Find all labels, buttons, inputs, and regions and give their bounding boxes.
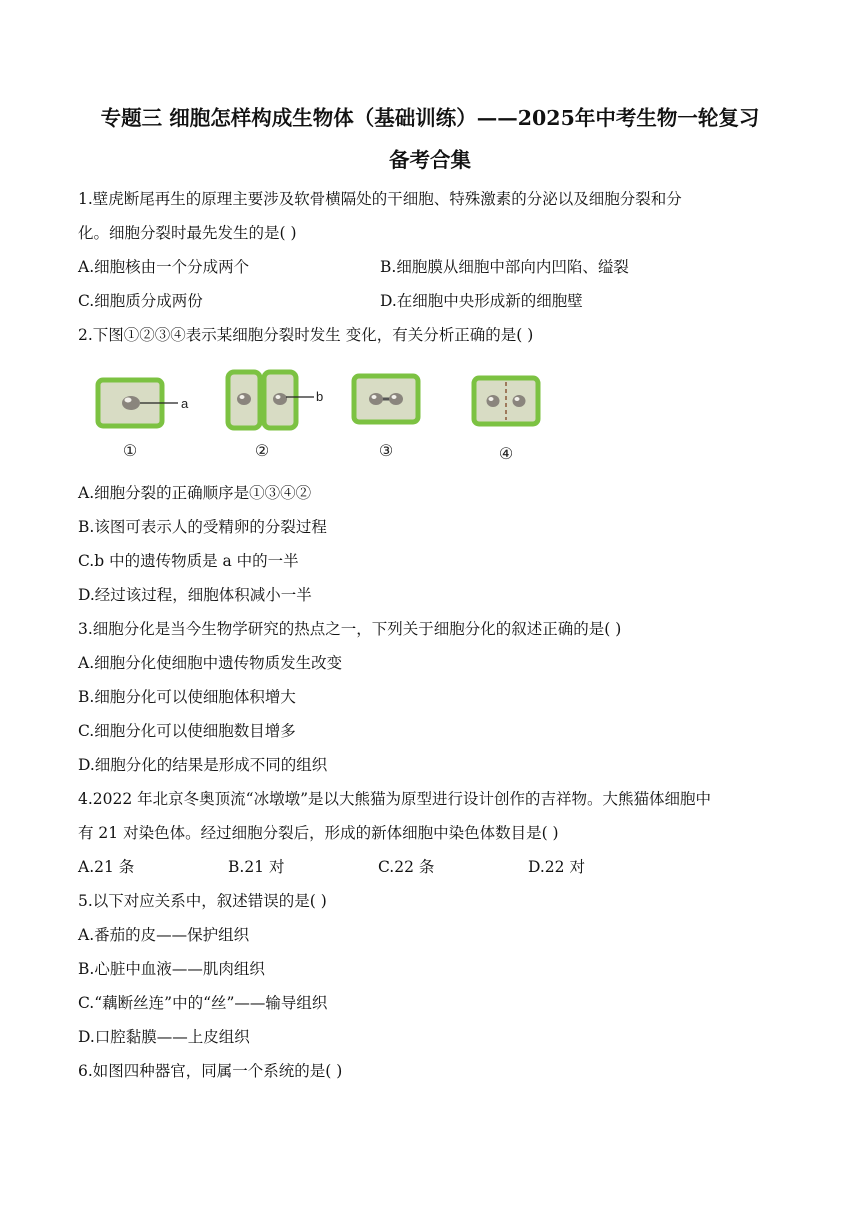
caption-4: ④ bbox=[498, 444, 514, 463]
q5-option-b: B.心脏中血液——肌肉组织 bbox=[78, 960, 265, 978]
q3-stem: 3.细胞分化是当今生物学研究的热点之一，下列关于细胞分化的叙述正确的是( ) bbox=[78, 620, 622, 638]
cell-1-diagram bbox=[98, 380, 189, 460]
q1-option-c: C.细胞质分成两份 bbox=[78, 292, 203, 310]
q5-option-c: C.“藕断丝连”中的“丝”——输导组织 bbox=[78, 994, 328, 1012]
q4-option-c: C.22 条 bbox=[378, 858, 435, 876]
q6-stem: 6.如图四种器官，同属一个系统的是( ) bbox=[78, 1062, 343, 1080]
cell-4-nucleus-right bbox=[513, 395, 526, 407]
cell-division-figure bbox=[88, 368, 548, 468]
q1-stem-line1: 1.壁虎断尾再生的原理主要涉及软骨横隔处的干细胞、特殊激素的分泌以及细胞分裂和分 bbox=[78, 190, 682, 208]
q4-stem-line2: 有 21 对染色体。经过细胞分裂后，形成的新体细胞中染色体数目是( ) bbox=[78, 824, 559, 842]
cell-2-right-nucleus bbox=[273, 393, 287, 405]
q2-option-b: B.该图可表示人的受精卵的分裂过程 bbox=[78, 518, 327, 536]
cell-3-nucleus-left bbox=[369, 393, 383, 405]
q1-option-d: D.在细胞中央形成新的细胞壁 bbox=[380, 292, 583, 310]
q4-option-d: D.22 对 bbox=[528, 858, 585, 876]
q5-option-d: D.口腔黏膜——上皮组织 bbox=[78, 1028, 250, 1046]
q2-option-a: A.细胞分裂的正确顺序是①③④② bbox=[78, 484, 312, 502]
q3-option-c: C.细胞分化可以使细胞数目增多 bbox=[78, 722, 296, 740]
q3-option-d: D.细胞分化的结果是形成不同的组织 bbox=[78, 756, 328, 774]
cell-4-diagram bbox=[474, 378, 538, 463]
cell-2-diagram bbox=[228, 372, 323, 460]
q3-option-a: A.细胞分化使细胞中遗传物质发生改变 bbox=[78, 654, 343, 672]
q5-option-a: A.番茄的皮——保护组织 bbox=[78, 926, 250, 944]
label-b: b bbox=[316, 389, 324, 404]
cell-1-nucleus bbox=[122, 396, 140, 410]
q1-stem-line2: 化。细胞分裂时最先发生的是( ) bbox=[78, 224, 297, 242]
doc-title-line1: 专题三 细胞怎样构成生物体（基础训练）——2025年中考生物一轮复习 bbox=[100, 106, 760, 130]
caption-3: ③ bbox=[378, 441, 394, 460]
label-a: a bbox=[181, 396, 189, 411]
q5-stem: 5.以下对应关系中，叙述错误的是( ) bbox=[78, 892, 327, 910]
cell-2-left-nucleus bbox=[237, 393, 251, 405]
doc-title-line2: 备考合集 bbox=[389, 148, 471, 172]
caption-1: ① bbox=[122, 441, 138, 460]
q4-option-b: B.21 对 bbox=[228, 858, 285, 876]
cell-3-diagram bbox=[354, 376, 418, 460]
cell-4-nucleus-left bbox=[487, 395, 500, 407]
q2-stem: 2.下图①②③④表示某细胞分裂时发生 变化，有关分析正确的是( ) bbox=[78, 326, 534, 344]
q2-option-d: D.经过该过程，细胞体积减小一半 bbox=[78, 586, 312, 604]
q4-option-a: A.21 条 bbox=[78, 858, 135, 876]
q1-option-a: A.细胞核由一个分成两个 bbox=[78, 258, 250, 276]
cell-3-nucleus-right bbox=[389, 393, 403, 405]
q4-stem-line1: 4.2022 年北京冬奥顶流“冰墩墩”是以大熊猫为原型进行设计创作的吉祥物。大熊猫体细胞中 bbox=[78, 790, 712, 808]
q1-option-b: B.细胞膜从细胞中部向内凹陷、缢裂 bbox=[380, 258, 629, 276]
q2-option-c: C.b 中的遗传物质是 a 中的一半 bbox=[78, 552, 299, 570]
q3-option-b: B.细胞分化可以使细胞体积增大 bbox=[78, 688, 296, 706]
caption-2: ② bbox=[254, 441, 270, 460]
cell-1-nucleus-highlight bbox=[125, 398, 132, 403]
